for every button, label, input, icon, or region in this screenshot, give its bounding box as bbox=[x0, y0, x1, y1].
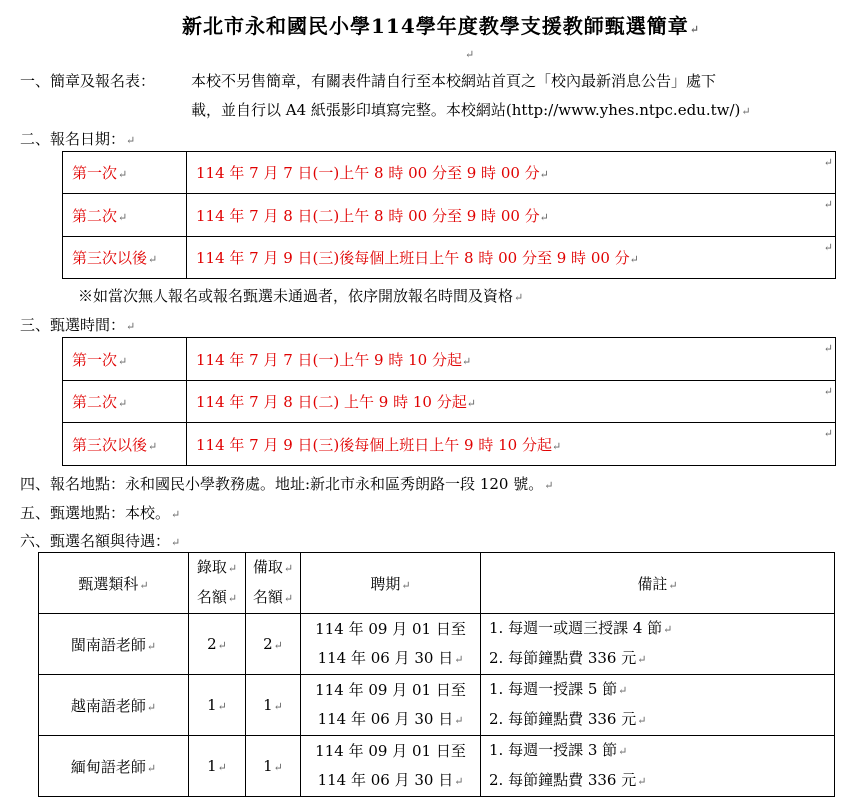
row-value: 114 年 7 月 8 日(二) 上午 9 時 10 分起↵ ↵ bbox=[187, 381, 836, 423]
table-row bbox=[39, 675, 835, 736]
section3-label: 三、甄選時間：↵ bbox=[20, 316, 136, 334]
row-label: 第三次以後↵ bbox=[63, 423, 187, 466]
table-row bbox=[63, 194, 836, 237]
cell-admit: 2↵ bbox=[189, 614, 246, 675]
cell-period: 114 年 09 月 01 日至 114 年 06 月 30 日↵ bbox=[301, 614, 481, 675]
row-value: 114 年 7 月 7 日(一)上午 9 時 10 分起↵ ↵ bbox=[187, 338, 836, 381]
cell-reserve: 2↵ bbox=[246, 614, 301, 675]
cell-admit: 1↵ bbox=[189, 675, 246, 736]
cell-subject: 閩南語老師↵ bbox=[39, 614, 189, 675]
section4-text: 四、報名地點：永和國民小學教務處。地址:新北市永和區秀朗路一段 120 號。↵ bbox=[20, 475, 554, 493]
cell-remarks: 1. 每週一授課 3 節↵ 2. 每節鐘點費 336 元↵ bbox=[481, 736, 835, 797]
cell-subject: 緬甸語老師↵ bbox=[39, 736, 189, 797]
row-label: 第一次↵ bbox=[63, 338, 187, 381]
section1-line1: 本校不另售簡章，有關表件請自行至本校網站首頁之「校內最新消息公告」處下 bbox=[191, 72, 717, 90]
table-row bbox=[63, 381, 836, 423]
registration-note: ※如當次無人報名或報名甄選未通過者，依序開放報名時間及資格↵ bbox=[78, 287, 524, 305]
table-row bbox=[39, 736, 835, 797]
row-label: 第一次↵ bbox=[63, 152, 187, 194]
row-label: 第二次↵ bbox=[63, 194, 187, 237]
blank-line: ↵ bbox=[465, 48, 475, 61]
page-title: 新北市永和國民小學114學年度教學支援教師甄選簡章↵ bbox=[182, 14, 700, 38]
table-row bbox=[63, 152, 836, 194]
row-value: 114 年 7 月 8 日(二)上午 8 時 00 分至 9 時 00 分↵ ↵ bbox=[187, 194, 836, 237]
cell-reserve: 1↵ bbox=[246, 675, 301, 736]
section6-label: 六、甄選名額與待遇：↵ bbox=[20, 532, 181, 550]
quota-table bbox=[38, 552, 835, 797]
row-label: 第三次以後↵ bbox=[63, 237, 187, 279]
cell-remarks: 1. 每週一授課 5 節↵ 2. 每節鐘點費 336 元↵ bbox=[481, 675, 835, 736]
cell-period: 114 年 09 月 01 日至 114 年 06 月 30 日↵ bbox=[301, 675, 481, 736]
section2-label: 二、報名日期：↵ bbox=[20, 130, 136, 148]
cell-remarks: 1. 每週一或週三授課 4 節↵ 2. 每節鐘點費 336 元↵ bbox=[481, 614, 835, 675]
table-row bbox=[39, 614, 835, 675]
cell-subject: 越南語老師↵ bbox=[39, 675, 189, 736]
header-subject: 甄選類科↵ bbox=[39, 553, 189, 614]
row-value: 114 年 7 月 7 日(一)上午 8 時 00 分至 9 時 00 分↵ ↵ bbox=[187, 152, 836, 194]
header-period: 聘期↵ bbox=[301, 553, 481, 614]
row-value: 114 年 7 月 9 日(三)後每個上班日上午 9 時 10 分起↵ ↵ bbox=[187, 423, 836, 466]
cell-admit: 1↵ bbox=[189, 736, 246, 797]
table-row bbox=[63, 423, 836, 466]
row-label: 第二次↵ bbox=[63, 381, 187, 423]
table-row bbox=[63, 338, 836, 381]
header-admit: 錄取↵ 名額↵ bbox=[189, 553, 246, 614]
cell-reserve: 1↵ bbox=[246, 736, 301, 797]
section1-line2: 載，並自行以 A4 紙張影印填寫完整。本校網站(http://www.yhes.ntpc.edu.tw/)↵ bbox=[191, 101, 751, 119]
cell-period: 114 年 09 月 01 日至 114 年 06 月 30 日↵ bbox=[301, 736, 481, 797]
section1-label: 一、簡章及報名表： bbox=[20, 72, 156, 90]
table-header-row bbox=[39, 553, 835, 614]
row-value: 114 年 7 月 9 日(三)後每個上班日上午 8 時 00 分至 9 時 00 分↵ ↵ bbox=[187, 237, 836, 279]
header-remarks: 備註↵ bbox=[481, 553, 835, 614]
selection-time-table bbox=[62, 337, 836, 466]
section5-text: 五、甄選地點：本校。↵ bbox=[20, 504, 181, 522]
registration-date-table bbox=[62, 151, 836, 279]
header-reserve: 備取↵ 名額↵ bbox=[246, 553, 301, 614]
table-row bbox=[63, 237, 836, 279]
